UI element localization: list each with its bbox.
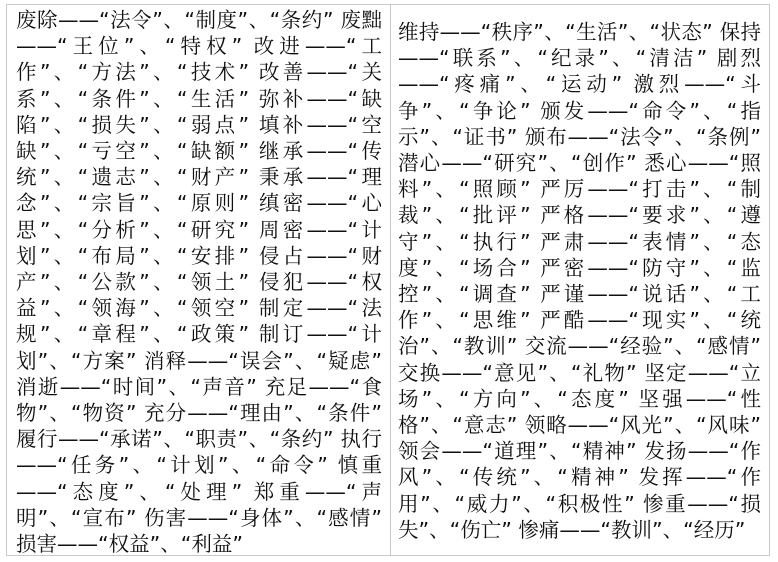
right-column-text: 维持——“秩序”、“生活”、“状态” 保持——“联系”、“纪录”、“清洁” 剧烈——“疼痛”、“运动” 激烈——“斗争”、“争论” 颁发——“命令”、“指示”、“证书” 颁布——“法令”、“条例” 潜心——“研究”、“创作” 悉心——“照料”、“照顾” 严厉——“打击”、“制裁”、“批评” 严格——“要求”、“遵守”、“执行” 严肃——“表情”、“态度”、“场合” 严密——“防守”、“监控”、“调查” 严谨——“说话”、“工作”、“思维” 严酷——“现实”、“统治”、“教训” 交流——“经验”、“感情” 交换——“意见”、“礼物” 坚定——“立场”、“方向”、“态度” 坚强——“性格”、“意志” 领略——“风光”、“风味” 领会——“道理”、“精神” 发扬——“作风”、“传统”、“精神” 发挥——“作用”、“威力”、“积极性” 惨重——“损失”、“伤亡” 惨痛——“教训”、“经历” — [398, 20, 761, 542]
left-column-text: 废除——“法令”、“制度”、“条约” 废黜——“王位”、“特权” 改进——“工作”、“方法”、“技术” 改善——“关系”、“条件”、“生活” 弥补——“缺陷”、“损失”、“弱点” 填补——“空缺”、“亏空”、“缺额” 继承——“传统”、“遗志”、“财产” 秉承——“理念”、“宗旨”、“原则” 缜密——“心思”、“分析”、“研究” 周密——“计划”、“布局”、“安排” 侵占——“财产”、“公款”、“领土” 侵犯——“权益”、“领海”、“领空” 制定——“法规”、“章程”、“政策” 制订——“计划”、“方案” 消释——“误会”、“疑虑” 消逝——“时间”、“声音” 充足——“食物”、“物资” 充分——“理由”、“条件” 履行——“承诺”、“职责”、“条约” 执行——“任务”、“计划”、“命令” 慎重——“态度”、“处理” 郑重——“声明”、“宣布” 伤害——“身体”、“感情” 损害——“权益”、“利益” — [16, 8, 382, 555]
left-column — [7, 5, 391, 555]
two-column-word-list — [6, 4, 770, 556]
right-column — [391, 5, 769, 555]
